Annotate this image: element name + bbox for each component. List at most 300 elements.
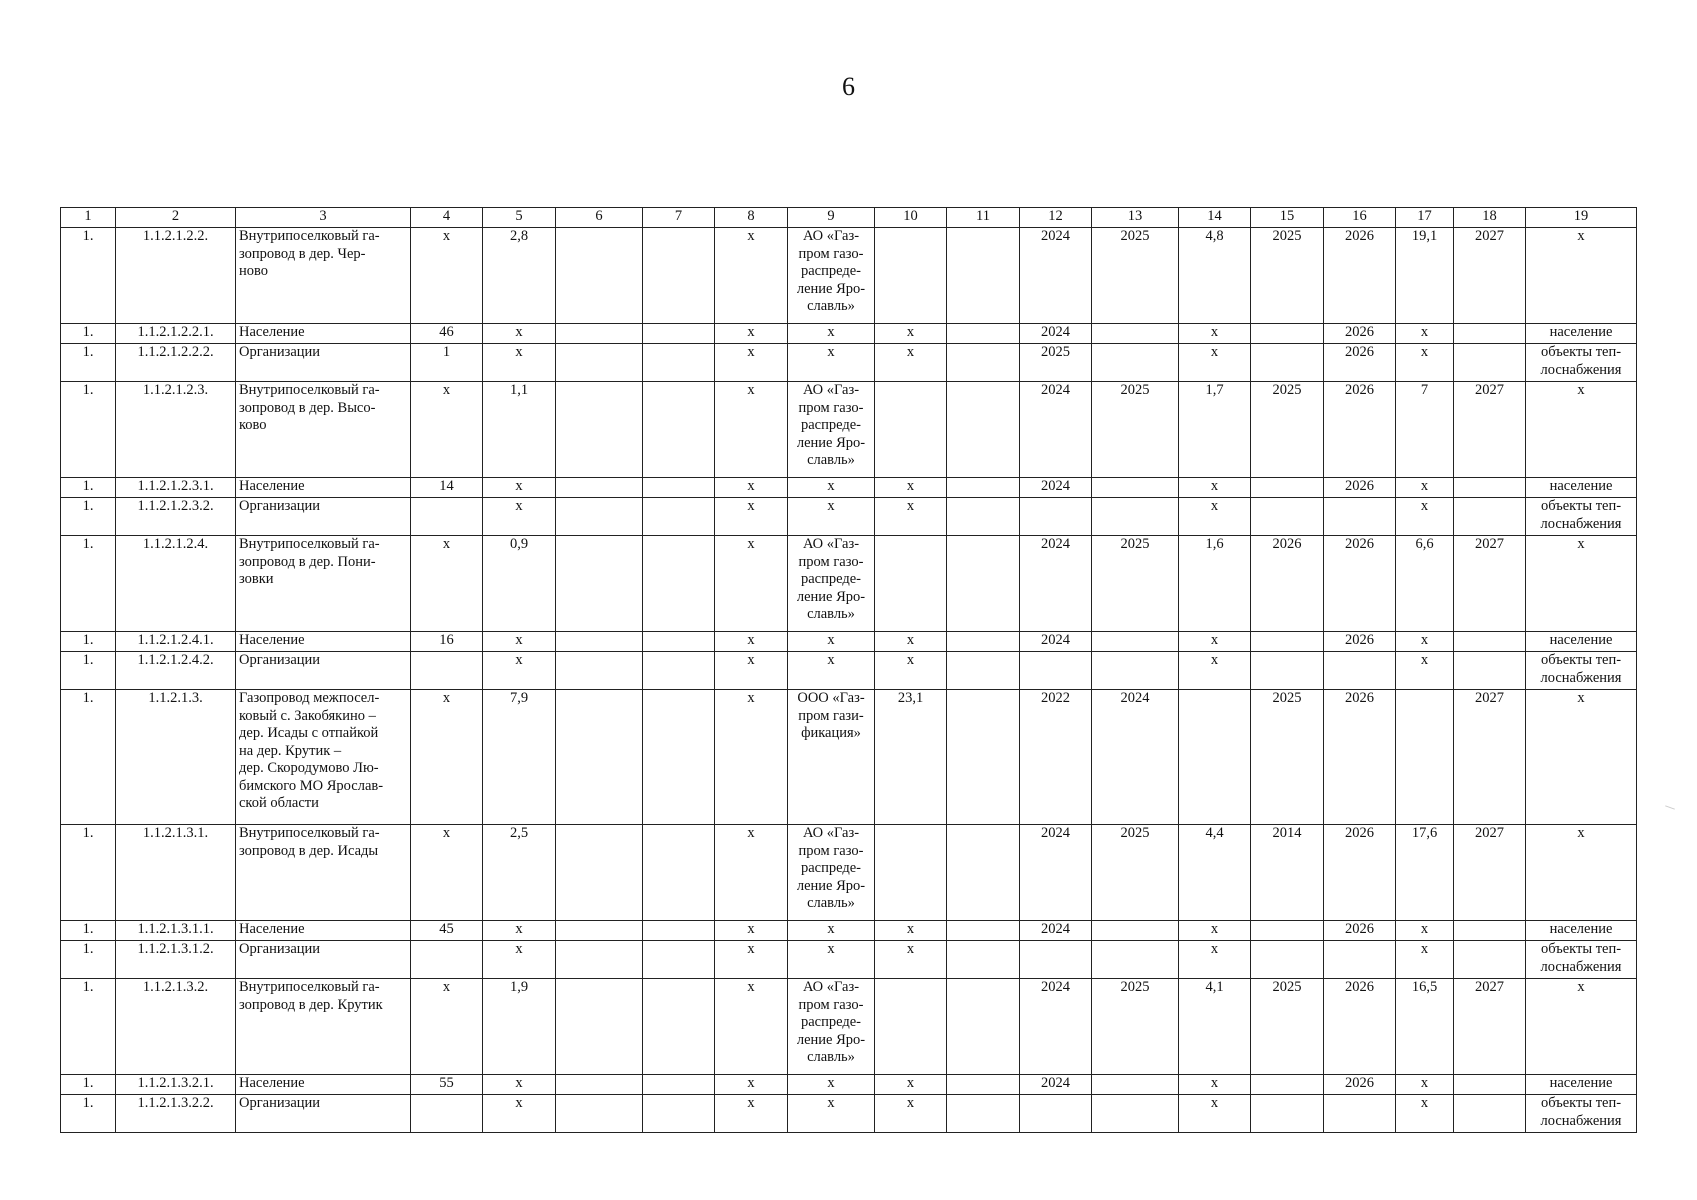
table-cell-col-12 <box>1020 941 1092 979</box>
table-cell-col-10: х <box>875 921 947 941</box>
table-cell-col-9: х <box>788 324 875 344</box>
table-cell-col-5: х <box>483 921 556 941</box>
table-row <box>61 921 1637 941</box>
table-cell-col-19: объекты теп- лоснабжения <box>1526 941 1637 979</box>
table-row <box>61 1095 1637 1133</box>
table-cell-col-8: х <box>715 382 788 478</box>
table-cell-col-9: х <box>788 921 875 941</box>
table-cell-col-15: 2026 <box>1251 536 1324 632</box>
table-cell-col-8: х <box>715 324 788 344</box>
table-cell-col-11 <box>947 344 1020 382</box>
header-cell-col-9: 9 <box>788 208 875 228</box>
table-cell-col-6 <box>556 498 643 536</box>
table-cell-col-5: 2,8 <box>483 228 556 324</box>
table-cell-col-10: х <box>875 498 947 536</box>
table-cell-col-12: 2024 <box>1020 382 1092 478</box>
header-cell-col-19: 19 <box>1526 208 1637 228</box>
table-cell-col-5: х <box>483 344 556 382</box>
table-cell-col-8: х <box>715 498 788 536</box>
table-cell-col-17: х <box>1396 1075 1454 1095</box>
table-cell-col-2: 1.1.2.1.2.4. <box>116 536 236 632</box>
header-cell-col-13: 13 <box>1092 208 1179 228</box>
table-cell-col-5: х <box>483 632 556 652</box>
table-cell-col-2: 1.1.2.1.3.2.2. <box>116 1095 236 1133</box>
table-cell-col-13 <box>1092 652 1179 690</box>
table-cell-col-3: Внутрипоселковый га- зопровод в дер. Чер- ново <box>236 228 411 324</box>
table-row <box>61 344 1637 382</box>
table-cell-col-2: 1.1.2.1.3.2. <box>116 979 236 1075</box>
table-cell-col-4: х <box>411 690 483 825</box>
table-cell-col-15 <box>1251 478 1324 498</box>
table-cell-col-10 <box>875 825 947 921</box>
table-cell-col-9: х <box>788 941 875 979</box>
table-cell-col-9: х <box>788 344 875 382</box>
table-cell-col-19: объекты теп- лоснабжения <box>1526 344 1637 382</box>
table-cell-col-13: 2025 <box>1092 228 1179 324</box>
table-cell-col-7 <box>643 825 715 921</box>
table-cell-col-4: 55 <box>411 1075 483 1095</box>
table-row <box>61 478 1637 498</box>
table-cell-col-18: 2027 <box>1454 536 1526 632</box>
table-cell-col-19: х <box>1526 825 1637 921</box>
table-cell-col-8: х <box>715 1095 788 1133</box>
table-cell-col-4: х <box>411 536 483 632</box>
table-cell-col-6 <box>556 536 643 632</box>
table-cell-col-14: х <box>1179 1095 1251 1133</box>
header-cell-col-7: 7 <box>643 208 715 228</box>
table-cell-col-18: 2027 <box>1454 979 1526 1075</box>
table-row <box>61 324 1637 344</box>
table-cell-col-3: Население <box>236 478 411 498</box>
table-cell-col-2: 1.1.2.1.2.3. <box>116 382 236 478</box>
table-cell-col-18: 2027 <box>1454 690 1526 825</box>
table-cell-col-9: х <box>788 1075 875 1095</box>
table-cell-col-4: х <box>411 979 483 1075</box>
table-cell-col-19: население <box>1526 1075 1637 1095</box>
table-cell-col-6 <box>556 652 643 690</box>
table-cell-col-11 <box>947 536 1020 632</box>
header-cell-col-12: 12 <box>1020 208 1092 228</box>
table-cell-col-10: х <box>875 1095 947 1133</box>
table-cell-col-11 <box>947 498 1020 536</box>
table-cell-col-1: 1. <box>61 690 116 825</box>
table-cell-col-13: 2025 <box>1092 382 1179 478</box>
table-cell-col-17: 19,1 <box>1396 228 1454 324</box>
table-cell-col-3: Организации <box>236 498 411 536</box>
header-cell-col-2: 2 <box>116 208 236 228</box>
table-cell-col-18 <box>1454 1075 1526 1095</box>
table-cell-col-3: Организации <box>236 1095 411 1133</box>
table-cell-col-19: объекты теп- лоснабжения <box>1526 498 1637 536</box>
header-cell-col-5: 5 <box>483 208 556 228</box>
table-cell-col-15: 2014 <box>1251 825 1324 921</box>
table-cell-col-11 <box>947 1075 1020 1095</box>
table-cell-col-17: х <box>1396 652 1454 690</box>
table-cell-col-12: 2024 <box>1020 536 1092 632</box>
table-cell-col-16: 2026 <box>1324 478 1396 498</box>
table-cell-col-13: 2024 <box>1092 690 1179 825</box>
table-cell-col-14: х <box>1179 921 1251 941</box>
table-cell-col-8: х <box>715 632 788 652</box>
table-cell-col-9: х <box>788 632 875 652</box>
table-cell-col-10 <box>875 979 947 1075</box>
table-cell-col-5: 0,9 <box>483 536 556 632</box>
table-cell-col-18: 2027 <box>1454 228 1526 324</box>
table-row <box>61 941 1637 979</box>
header-cell-col-8: 8 <box>715 208 788 228</box>
table-cell-col-7 <box>643 1075 715 1095</box>
table-cell-col-9: х <box>788 1095 875 1133</box>
table-cell-col-10: х <box>875 324 947 344</box>
table-cell-col-18 <box>1454 632 1526 652</box>
table-cell-col-7 <box>643 478 715 498</box>
table-cell-col-10 <box>875 382 947 478</box>
table-cell-col-3: Население <box>236 324 411 344</box>
table-cell-col-12: 2024 <box>1020 324 1092 344</box>
table-cell-col-17: х <box>1396 478 1454 498</box>
table-cell-col-15 <box>1251 1075 1324 1095</box>
table-cell-col-5: 7,9 <box>483 690 556 825</box>
table-cell-col-2: 1.1.2.1.3.1.2. <box>116 941 236 979</box>
table-row <box>61 690 1637 825</box>
table-cell-col-1: 1. <box>61 536 116 632</box>
table-cell-col-17: х <box>1396 941 1454 979</box>
table-cell-col-16 <box>1324 941 1396 979</box>
table-cell-col-2: 1.1.2.1.2.4.1. <box>116 632 236 652</box>
table-cell-col-1: 1. <box>61 228 116 324</box>
table-cell-col-1: 1. <box>61 1095 116 1133</box>
table-cell-col-8: х <box>715 478 788 498</box>
table-cell-col-6 <box>556 979 643 1075</box>
table-cell-col-3: Внутрипоселковый га- зопровод в дер. Пони- зовки <box>236 536 411 632</box>
table-cell-col-10: х <box>875 632 947 652</box>
table-cell-col-15 <box>1251 1095 1324 1133</box>
table-cell-col-6 <box>556 941 643 979</box>
table-cell-col-13: 2025 <box>1092 536 1179 632</box>
table-cell-col-18 <box>1454 1095 1526 1133</box>
table-cell-col-14: 4,4 <box>1179 825 1251 921</box>
table-cell-col-10 <box>875 536 947 632</box>
table-cell-col-7 <box>643 690 715 825</box>
table-cell-col-15 <box>1251 324 1324 344</box>
table-cell-col-11 <box>947 324 1020 344</box>
table-cell-col-18 <box>1454 498 1526 536</box>
table-cell-col-8: х <box>715 825 788 921</box>
table-cell-col-5: 2,5 <box>483 825 556 921</box>
table-row <box>61 536 1637 632</box>
table-cell-col-14: 4,8 <box>1179 228 1251 324</box>
table-cell-col-9: х <box>788 478 875 498</box>
table-cell-col-1: 1. <box>61 632 116 652</box>
table-cell-col-18 <box>1454 324 1526 344</box>
table-cell-col-16 <box>1324 498 1396 536</box>
table-cell-col-11 <box>947 228 1020 324</box>
table-cell-col-18 <box>1454 344 1526 382</box>
table-cell-col-13 <box>1092 921 1179 941</box>
table-cell-col-4: х <box>411 825 483 921</box>
table-cell-col-17: х <box>1396 498 1454 536</box>
table-cell-col-3: Организации <box>236 652 411 690</box>
table-cell-col-7 <box>643 941 715 979</box>
table-cell-col-15 <box>1251 652 1324 690</box>
table-cell-col-16: 2026 <box>1324 921 1396 941</box>
table-cell-col-17: 6,6 <box>1396 536 1454 632</box>
header-cell-col-6: 6 <box>556 208 643 228</box>
table-cell-col-19: население <box>1526 324 1637 344</box>
table-cell-col-1: 1. <box>61 498 116 536</box>
table-cell-col-3: Внутрипоселковый га- зопровод в дер. Высо- ково <box>236 382 411 478</box>
table-cell-col-2: 1.1.2.1.2.3.1. <box>116 478 236 498</box>
table-cell-col-11 <box>947 941 1020 979</box>
table-cell-col-4: 16 <box>411 632 483 652</box>
table-cell-col-6 <box>556 382 643 478</box>
table-cell-col-8: х <box>715 979 788 1075</box>
table-cell-col-5: х <box>483 941 556 979</box>
table-cell-col-11 <box>947 825 1020 921</box>
table-cell-col-16: 2026 <box>1324 324 1396 344</box>
table-cell-col-7 <box>643 921 715 941</box>
table-cell-col-13 <box>1092 941 1179 979</box>
table-cell-col-12 <box>1020 1095 1092 1133</box>
table-cell-col-14: х <box>1179 632 1251 652</box>
table-cell-col-16: 2026 <box>1324 536 1396 632</box>
table-row <box>61 652 1637 690</box>
table-cell-col-2: 1.1.2.1.2.2. <box>116 228 236 324</box>
table-cell-col-4: х <box>411 382 483 478</box>
table-cell-col-1: 1. <box>61 941 116 979</box>
table-cell-col-2: 1.1.2.1.2.4.2. <box>116 652 236 690</box>
table-cell-col-19: х <box>1526 382 1637 478</box>
table-cell-col-12: 2024 <box>1020 921 1092 941</box>
table-cell-col-19: объекты теп- лоснабжения <box>1526 652 1637 690</box>
table-cell-col-19: население <box>1526 478 1637 498</box>
table-row <box>61 382 1637 478</box>
table-cell-col-19: х <box>1526 536 1637 632</box>
table-cell-col-8: х <box>715 652 788 690</box>
table-cell-col-1: 1. <box>61 921 116 941</box>
table-cell-col-14: 1,6 <box>1179 536 1251 632</box>
table-cell-col-9: АО «Газ- пром газо- распреде- ление Яро- славль» <box>788 228 875 324</box>
table-cell-col-18 <box>1454 652 1526 690</box>
header-cell-col-14: 14 <box>1179 208 1251 228</box>
table-cell-col-11 <box>947 979 1020 1075</box>
table-cell-col-15 <box>1251 498 1324 536</box>
table-cell-col-17: х <box>1396 344 1454 382</box>
header-cell-col-11: 11 <box>947 208 1020 228</box>
page-number: 6 <box>842 72 855 101</box>
table-cell-col-12: 2024 <box>1020 1075 1092 1095</box>
table-cell-col-4 <box>411 498 483 536</box>
table-cell-col-6 <box>556 228 643 324</box>
table-cell-col-18 <box>1454 921 1526 941</box>
table-cell-col-13 <box>1092 632 1179 652</box>
table-cell-col-1: 1. <box>61 979 116 1075</box>
table-cell-col-4: 45 <box>411 921 483 941</box>
table-cell-col-2: 1.1.2.1.3. <box>116 690 236 825</box>
table-cell-col-6 <box>556 1075 643 1095</box>
table-cell-col-10: х <box>875 1075 947 1095</box>
table-cell-col-4: 46 <box>411 324 483 344</box>
table-cell-col-3: Организации <box>236 941 411 979</box>
table-cell-col-19: население <box>1526 632 1637 652</box>
table-cell-col-5: х <box>483 652 556 690</box>
table-cell-col-8: х <box>715 921 788 941</box>
table-cell-col-7 <box>643 1095 715 1133</box>
table-cell-col-14: х <box>1179 324 1251 344</box>
table-cell-col-14: х <box>1179 498 1251 536</box>
table-cell-col-10: х <box>875 652 947 690</box>
table-cell-col-9: ООО «Газ- пром гази- фикация» <box>788 690 875 825</box>
table-cell-col-13: 2025 <box>1092 825 1179 921</box>
table-cell-col-1: 1. <box>61 324 116 344</box>
table-cell-col-14: 1,7 <box>1179 382 1251 478</box>
table-cell-col-16: 2026 <box>1324 690 1396 825</box>
table-cell-col-9: х <box>788 498 875 536</box>
table-cell-col-3: Внутрипоселковый га- зопровод в дер. Крутик <box>236 979 411 1075</box>
table-cell-col-17 <box>1396 690 1454 825</box>
table-cell-col-9: АО «Газ- пром газо- распреде- ление Яро- славль» <box>788 825 875 921</box>
table-cell-col-17: 16,5 <box>1396 979 1454 1075</box>
scan-mark <box>1665 805 1675 809</box>
table-cell-col-16: 2026 <box>1324 632 1396 652</box>
table-cell-col-17: 7 <box>1396 382 1454 478</box>
table-cell-col-16: 2026 <box>1324 979 1396 1075</box>
table-cell-col-19: население <box>1526 921 1637 941</box>
table-cell-col-6 <box>556 825 643 921</box>
table-cell-col-6 <box>556 324 643 344</box>
table-cell-col-13 <box>1092 478 1179 498</box>
table-row <box>61 825 1637 921</box>
table-cell-col-17: 17,6 <box>1396 825 1454 921</box>
header-cell-col-3: 3 <box>236 208 411 228</box>
table-cell-col-11 <box>947 382 1020 478</box>
table-cell-col-7 <box>643 652 715 690</box>
table-row <box>61 498 1637 536</box>
table-cell-col-8: х <box>715 941 788 979</box>
table-cell-col-11 <box>947 652 1020 690</box>
table-cell-col-16: 2026 <box>1324 228 1396 324</box>
table-cell-col-11 <box>947 478 1020 498</box>
table-cell-col-5: х <box>483 1095 556 1133</box>
table-cell-col-7 <box>643 228 715 324</box>
table-cell-col-10: х <box>875 941 947 979</box>
table-cell-col-1: 1. <box>61 382 116 478</box>
table-cell-col-14: х <box>1179 344 1251 382</box>
table-cell-col-17: х <box>1396 632 1454 652</box>
table-cell-col-1: 1. <box>61 344 116 382</box>
table-cell-col-15 <box>1251 344 1324 382</box>
table-cell-col-14: 4,1 <box>1179 979 1251 1075</box>
table-cell-col-2: 1.1.2.1.3.2.1. <box>116 1075 236 1095</box>
table-cell-col-12: 2025 <box>1020 344 1092 382</box>
table-cell-col-6 <box>556 478 643 498</box>
table-cell-col-3: Население <box>236 921 411 941</box>
table-cell-col-6 <box>556 632 643 652</box>
table-cell-col-16: 2026 <box>1324 1075 1396 1095</box>
table-cell-col-11 <box>947 690 1020 825</box>
table-cell-col-2: 1.1.2.1.2.3.2. <box>116 498 236 536</box>
table-cell-col-14: х <box>1179 478 1251 498</box>
table-cell-col-15: 2025 <box>1251 228 1324 324</box>
table-cell-col-5: х <box>483 498 556 536</box>
table-cell-col-6 <box>556 921 643 941</box>
table-cell-col-15 <box>1251 632 1324 652</box>
header-cell-col-4: 4 <box>411 208 483 228</box>
data-table <box>60 207 1637 1133</box>
table-cell-col-12: 2024 <box>1020 478 1092 498</box>
table-cell-col-4: 1 <box>411 344 483 382</box>
table-cell-col-13 <box>1092 498 1179 536</box>
table-cell-col-15: 2025 <box>1251 690 1324 825</box>
table-cell-col-10 <box>875 228 947 324</box>
table-cell-col-5: х <box>483 1075 556 1095</box>
table-cell-col-13 <box>1092 344 1179 382</box>
header-cell-col-15: 15 <box>1251 208 1324 228</box>
header-cell-col-1: 1 <box>61 208 116 228</box>
table-cell-col-11 <box>947 1095 1020 1133</box>
table-cell-col-19: х <box>1526 690 1637 825</box>
table-cell-col-15: 2025 <box>1251 979 1324 1075</box>
table-cell-col-14 <box>1179 690 1251 825</box>
table-cell-col-14: х <box>1179 941 1251 979</box>
table-cell-col-2: 1.1.2.1.3.1.1. <box>116 921 236 941</box>
table-cell-col-6 <box>556 344 643 382</box>
header-cell-col-16: 16 <box>1324 208 1396 228</box>
table-cell-col-1: 1. <box>61 825 116 921</box>
table-cell-col-19: объекты теп- лоснабжения <box>1526 1095 1637 1133</box>
table-cell-col-4 <box>411 941 483 979</box>
table-cell-col-6 <box>556 1095 643 1133</box>
table-row <box>61 979 1637 1075</box>
table-cell-col-1: 1. <box>61 478 116 498</box>
table-cell-col-14: х <box>1179 1075 1251 1095</box>
header-cell-col-17: 17 <box>1396 208 1454 228</box>
table-cell-col-7 <box>643 382 715 478</box>
table-cell-col-17: х <box>1396 1095 1454 1133</box>
table-cell-col-16: 2026 <box>1324 825 1396 921</box>
table-cell-col-3: Население <box>236 632 411 652</box>
table-cell-col-1: 1. <box>61 652 116 690</box>
table-cell-col-16 <box>1324 1095 1396 1133</box>
table-cell-col-19: х <box>1526 979 1637 1075</box>
table-row <box>61 632 1637 652</box>
table-cell-col-8: х <box>715 690 788 825</box>
header-cell-col-18: 18 <box>1454 208 1526 228</box>
table-cell-col-3: Организации <box>236 344 411 382</box>
table-cell-col-16: 2026 <box>1324 382 1396 478</box>
table-cell-col-18: 2027 <box>1454 825 1526 921</box>
table-cell-col-7 <box>643 536 715 632</box>
table-cell-col-10: х <box>875 344 947 382</box>
table-cell-col-7 <box>643 344 715 382</box>
table-cell-col-9: АО «Газ- пром газо- распреде- ление Яро- славль» <box>788 536 875 632</box>
table-cell-col-1: 1. <box>61 1075 116 1095</box>
table-cell-col-6 <box>556 690 643 825</box>
table-cell-col-8: х <box>715 1075 788 1095</box>
table-body <box>61 208 1637 1133</box>
table-cell-col-3: Газопровод межпосел- ковый с. Закобякино – дер. Исады с отпайкой на дер. Крутик – дер. Скородумово Лю- бимского МО Ярослав- ской области <box>236 690 411 825</box>
header-cell-col-10: 10 <box>875 208 947 228</box>
table-cell-col-17: х <box>1396 921 1454 941</box>
table-cell-col-3: Внутрипоселковый га- зопровод в дер. Исады <box>236 825 411 921</box>
table-cell-col-4: х <box>411 228 483 324</box>
table-cell-col-13 <box>1092 1095 1179 1133</box>
table-cell-col-10: 23,1 <box>875 690 947 825</box>
table-cell-col-4 <box>411 652 483 690</box>
table-cell-col-16 <box>1324 652 1396 690</box>
header-row <box>61 208 1637 228</box>
table-cell-col-17: х <box>1396 324 1454 344</box>
